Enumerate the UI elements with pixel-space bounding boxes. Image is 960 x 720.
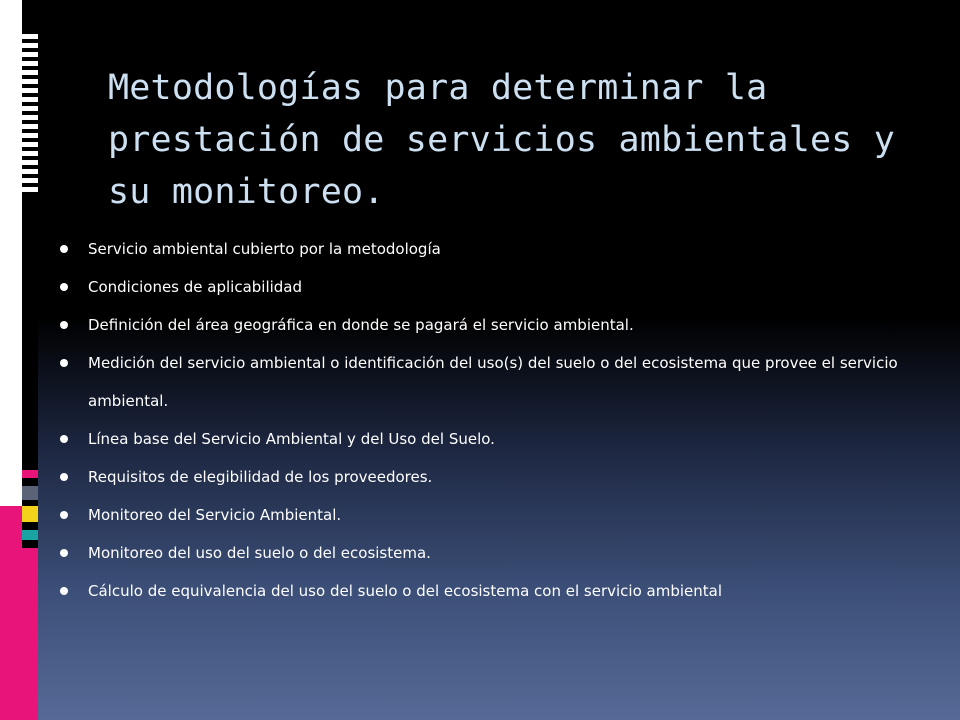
left-white-band-lower: [0, 466, 22, 506]
bullet-text: Línea base del Servicio Ambiental y del Uso del Suelo.: [88, 430, 495, 448]
bullet-text: Monitoreo del Servicio Ambiental.: [88, 506, 342, 524]
stripe-teal: [22, 530, 38, 540]
bullet-dot-icon: [60, 587, 68, 595]
left-magenta-band: [0, 506, 22, 720]
stripe-yellow: [22, 506, 38, 522]
bullet-text: Requisitos de elegibilidad de los proveedores.: [88, 468, 433, 486]
deco-page-top: [22, 0, 38, 30]
bullet-item: [60, 230, 920, 268]
stripe-magenta-2: [22, 548, 38, 720]
bullet-text: Cálculo de equivalencia del uso del suelo o del ecosistema con el servicio ambiental: [88, 582, 722, 600]
bullet-dot-icon: [60, 283, 68, 291]
bullet-dot-icon: [60, 359, 68, 367]
bullet-text: Condiciones de aplicabilidad: [88, 278, 303, 296]
bullet-list: [60, 230, 920, 610]
stripe-gray: [22, 486, 38, 500]
bullet-item: [60, 344, 920, 420]
slide-title: Metodologías para determinar la prestación de servicios ambientales y su monitoreo.: [108, 68, 896, 212]
left-white-band: [0, 0, 22, 466]
stripe-magenta-1: [22, 470, 38, 478]
bullet-item: [60, 534, 920, 572]
bullet-text: Definición del área geográfica en donde se pagará el servicio ambiental.: [88, 316, 634, 334]
bullet-item: [60, 268, 920, 306]
bullet-item: [60, 420, 920, 458]
bullet-dot-icon: [60, 511, 68, 519]
bullet-text: Servicio ambiental cubierto por la metodología: [88, 240, 441, 258]
bullet-dot-icon: [60, 245, 68, 253]
bullet-dot-icon: [60, 549, 68, 557]
bullet-item: [60, 572, 920, 610]
left-decoration: [0, 0, 38, 720]
bullet-text: Medición del servicio ambiental o identificación del uso(s) del suelo o del ecosistema que provee el servicio ambiental.: [88, 354, 898, 410]
bullet-dot-icon: [60, 321, 68, 329]
bullet-text: Monitoreo del uso del suelo o del ecosistema.: [88, 544, 431, 562]
bullet-item: [60, 458, 920, 496]
bullet-item: [60, 306, 920, 344]
bullet-dot-icon: [60, 435, 68, 443]
bullet-item: [60, 496, 920, 534]
bullet-dot-icon: [60, 473, 68, 481]
deco-page-lines: [22, 34, 38, 194]
